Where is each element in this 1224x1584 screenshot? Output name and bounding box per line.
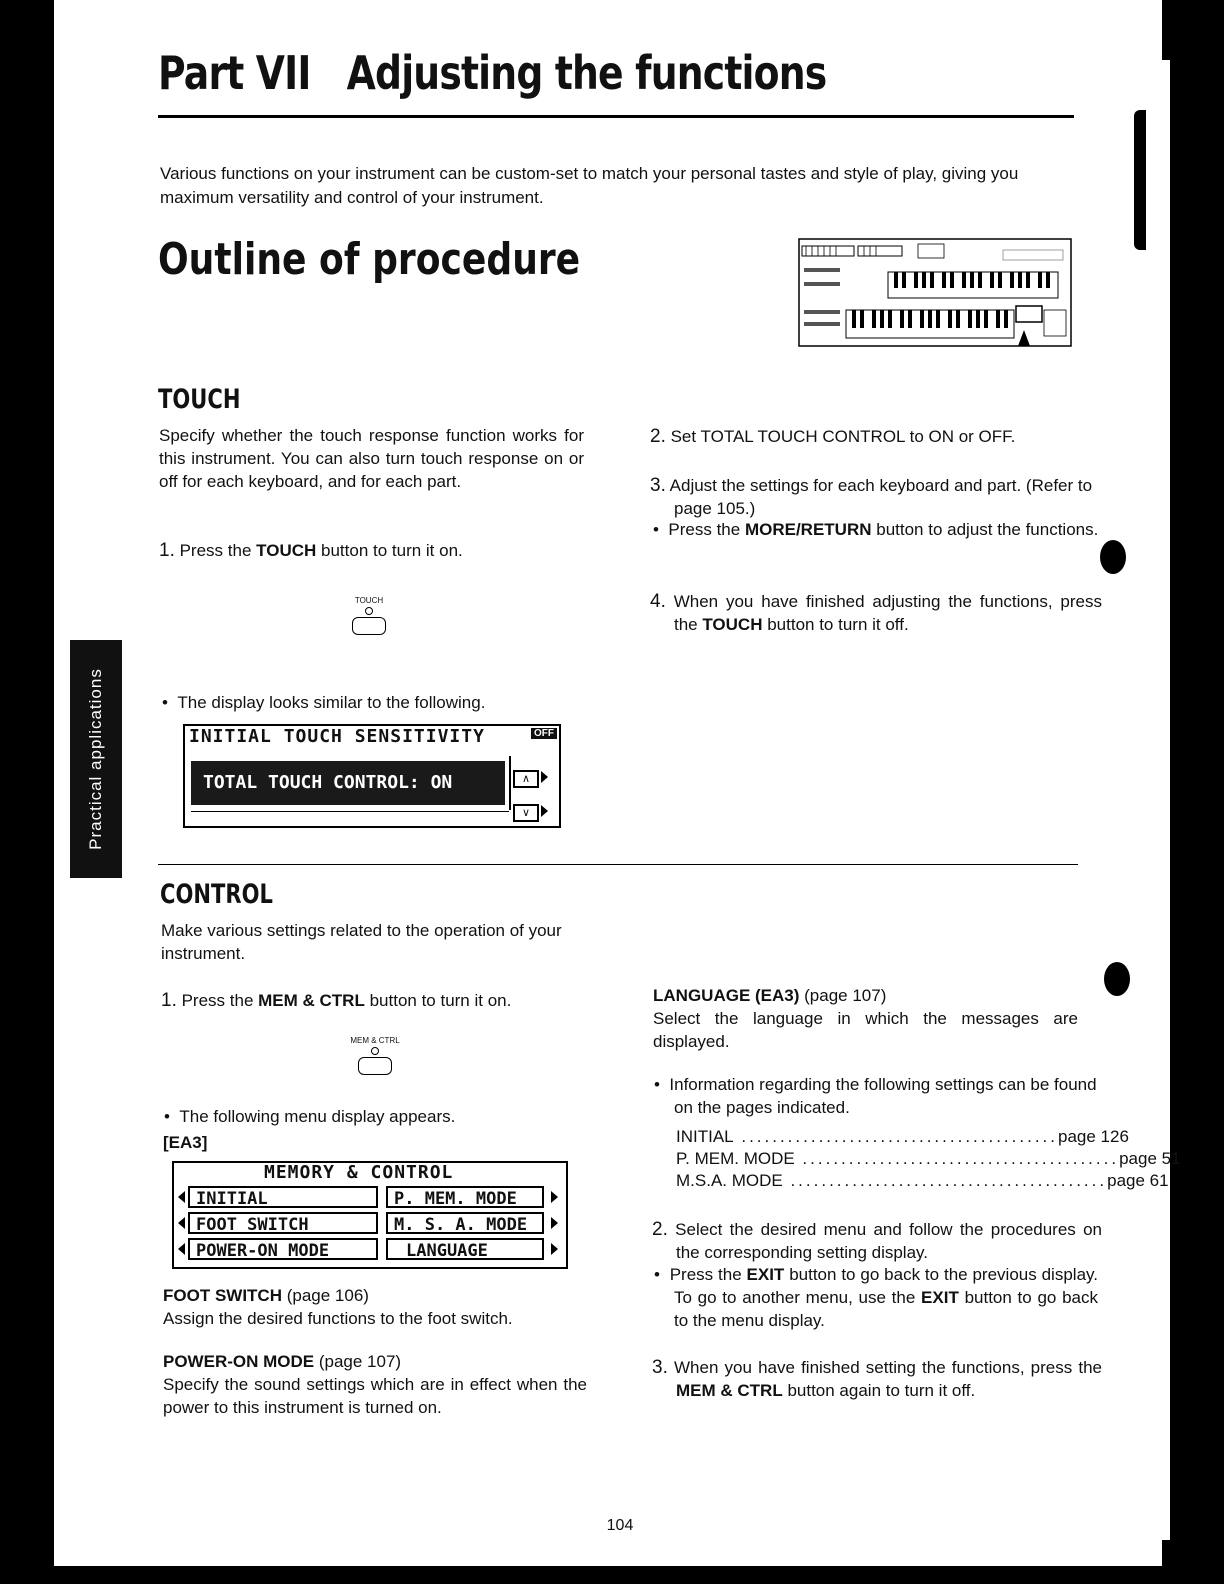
bullet-text: The following menu display appears. <box>179 1107 456 1126</box>
control-bullet-menu: • The following menu display appears. <box>164 1107 456 1126</box>
mem-ctrl-button-icon <box>358 1057 392 1075</box>
button-name: MORE/RETURN <box>744 520 872 539</box>
control-bullet-info: • Information regarding the following settings can be found on the pages indicated. <box>654 1075 1097 1117</box>
select-left-icon <box>178 1243 185 1255</box>
button-name: MEM & CTRL <box>258 991 365 1010</box>
control-bullet-exit: • Press the EXIT button to go back to the previous display. To go to another menu, use the EXIT button to go back to the menu display. <box>654 1265 1098 1330</box>
leader-dots: ......................................... <box>782 1171 1108 1190</box>
step-number: 3. <box>650 475 666 496</box>
language-section <box>653 984 1078 1053</box>
step-number: 1. <box>159 540 175 561</box>
lcd-off-icon: OFF <box>531 728 557 739</box>
menu-item-initial: INITIAL <box>188 1186 378 1208</box>
reference-label: M.S.A. MODE <box>676 1171 783 1190</box>
model-tag: [EA3] <box>163 1133 208 1152</box>
step-text: Set TOTAL TOUCH CONTROL to ON or OFF. <box>670 427 1016 446</box>
up-arrow-icon: ∧ <box>513 770 539 788</box>
lcd-divider <box>191 811 509 812</box>
page-reference-row <box>676 1148 1181 1170</box>
foot-switch-section <box>163 1284 593 1330</box>
scan-edge-notch <box>1130 60 1170 1540</box>
step-text: Press the <box>179 541 257 560</box>
page-title <box>158 46 826 100</box>
bullet-text: button to adjust the functions. <box>871 520 1099 539</box>
step-text: Adjust the settings for each keyboard and part. (Refer to page 105.) <box>669 476 1093 518</box>
page-reference-list <box>676 1126 1181 1192</box>
button-name: EXIT <box>746 1265 785 1284</box>
reference-label: P. MEM. MODE <box>676 1149 795 1168</box>
select-right-icon <box>551 1217 558 1229</box>
touch-bullet-display: • The display looks similar to the following. <box>162 693 486 712</box>
reference-page: page 51 <box>1119 1149 1181 1168</box>
power-on-section <box>163 1350 587 1419</box>
step-number: 4. <box>650 591 666 612</box>
control-step-3 <box>652 1356 1102 1402</box>
button-name: MEM & CTRL <box>676 1381 783 1400</box>
select-right-icon <box>551 1243 558 1255</box>
touch-bullet-more-return: • Press the MORE/RETURN button to adjust the functions. <box>653 520 1099 539</box>
punch-hole-lower <box>1104 962 1130 996</box>
touch-heading: TOUCH <box>158 384 241 415</box>
leader-dots: ......................................... <box>733 1127 1058 1146</box>
power-on-desc: Specify the sound settings which are in effect when the power to this instrument is turned on. <box>163 1375 587 1417</box>
binding-mark <box>1134 110 1146 250</box>
page-reference-row <box>676 1126 1129 1148</box>
step-text: When you have finished setting the functions, press the <box>674 1358 1102 1377</box>
button-name: EXIT <box>921 1288 959 1307</box>
language-title: LANGUAGE <box>653 986 751 1005</box>
touch-step-1 <box>159 539 589 562</box>
step-number: 3. <box>652 1357 668 1378</box>
step-number: 2. <box>652 1219 668 1240</box>
foot-switch-title: FOOT SWITCH <box>163 1286 282 1305</box>
select-right-icon <box>551 1191 558 1203</box>
touch-step-4 <box>650 590 1102 636</box>
bullet-text: Information regarding the following settings can be found on the pages indicated. <box>669 1075 1097 1117</box>
select-up-icon <box>541 771 548 783</box>
menu-item-power-on-mode: POWER-ON MODE <box>188 1238 378 1260</box>
menu-item-p-mem-mode: P. MEM. MODE <box>386 1186 544 1208</box>
bullet-text: The display looks similar to the following. <box>177 693 486 712</box>
page-number: 104 <box>606 1517 634 1534</box>
language-model: (EA3) <box>750 986 800 1005</box>
menu-item-msa-mode: M. S. A. MODE <box>386 1212 544 1234</box>
led-indicator-icon <box>365 607 373 615</box>
title-part: Part VII <box>158 46 311 100</box>
bullet-text: button to go back to the previous display. To go to another menu, use the <box>674 1265 1098 1307</box>
side-tab <box>70 640 122 878</box>
scan-edge-bottom <box>0 1566 1224 1584</box>
bullet-text: Press the <box>668 520 745 539</box>
foot-switch-desc: Assign the desired functions to the foot switch. <box>163 1309 513 1328</box>
touch-button-icon <box>352 617 386 635</box>
control-step-1 <box>161 989 591 1012</box>
menu-title: MEMORY & CONTROL <box>264 1162 454 1183</box>
button-name: TOUCH <box>256 541 317 560</box>
step-text: button to turn it off. <box>762 615 909 634</box>
memory-control-lcd <box>172 1161 568 1269</box>
section-divider <box>158 864 1078 865</box>
title-main: Adjusting the functions <box>346 46 827 100</box>
bullet-text: button to go back to the menu display. <box>674 1288 1098 1330</box>
step-text: button to turn it on. <box>364 991 512 1010</box>
touch-button-figure <box>339 596 399 635</box>
outline-heading: Outline of procedure <box>158 234 581 285</box>
touch-step-2 <box>650 425 1080 448</box>
total-touch-control-bar: TOTAL TOUCH CONTROL: ON <box>191 761 505 805</box>
punch-hole-upper <box>1100 540 1126 574</box>
reference-label: INITIAL <box>676 1127 734 1146</box>
control-step-2 <box>652 1218 1102 1264</box>
leader-dots: ......................................... <box>794 1149 1120 1168</box>
select-down-icon <box>541 805 548 817</box>
language-desc: Select the language in which the messages are displayed. <box>653 1009 1078 1051</box>
step-number: 1. <box>161 990 177 1011</box>
lcd-divider-vertical <box>509 756 511 810</box>
lcd-title: INITIAL TOUCH SENSITIVITY <box>189 726 485 747</box>
touch-lcd-display <box>183 724 561 828</box>
scan-edge-left <box>0 0 54 1584</box>
bullet-text: Press the <box>669 1265 747 1284</box>
step-text: button again to turn it off. <box>782 1381 976 1400</box>
step-text: When you have finished adjusting the functions, press the <box>673 592 1102 634</box>
title-rule <box>158 115 1074 118</box>
button-name: TOUCH <box>702 615 763 634</box>
menu-item-foot-switch: FOOT SWITCH <box>188 1212 378 1234</box>
mem-ctrl-button-caption: MEM & CTRL <box>350 1036 400 1045</box>
side-tab-label: Practical applications <box>86 668 105 850</box>
scan-edge-right <box>1162 0 1224 1584</box>
reference-page: page 126 <box>1058 1127 1129 1146</box>
step-text: Select the desired menu and follow the procedures on the corresponding setting display. <box>675 1220 1102 1262</box>
select-left-icon <box>178 1191 185 1203</box>
touch-button-caption: TOUCH <box>354 596 384 605</box>
intro-paragraph: Various functions on your instrument can be custom-set to match your personal tastes and style of play, giving you maximum versatility and control of your instrument. <box>160 164 1019 207</box>
step-text: button to turn it on. <box>316 541 463 560</box>
select-left-icon <box>178 1217 185 1229</box>
mem-ctrl-button-figure <box>345 1036 405 1075</box>
touch-step-3 <box>650 474 1102 520</box>
menu-item-language: LANGUAGE <box>386 1238 544 1260</box>
power-on-page: (page 107) <box>314 1352 402 1371</box>
power-on-title: POWER-ON MODE <box>163 1352 315 1371</box>
step-number: 2. <box>650 426 666 447</box>
reference-page: page 61 <box>1107 1171 1169 1190</box>
foot-switch-page: (page 106) <box>281 1286 369 1305</box>
page-reference-row <box>676 1170 1169 1192</box>
down-arrow-icon: ∨ <box>513 804 539 822</box>
step-text: Press the <box>181 991 259 1010</box>
control-description: Make various settings related to the operation of your instrument. <box>161 921 562 963</box>
touch-description: Specify whether the touch response function works for this instrument. You can also turn touch response on or off for each keyboard, and for each part. <box>159 426 584 491</box>
instrument-panel-illustration <box>798 238 1072 348</box>
led-indicator-icon <box>371 1047 379 1055</box>
control-heading: CONTROL <box>160 879 273 910</box>
language-page: (page 107) <box>799 986 887 1005</box>
